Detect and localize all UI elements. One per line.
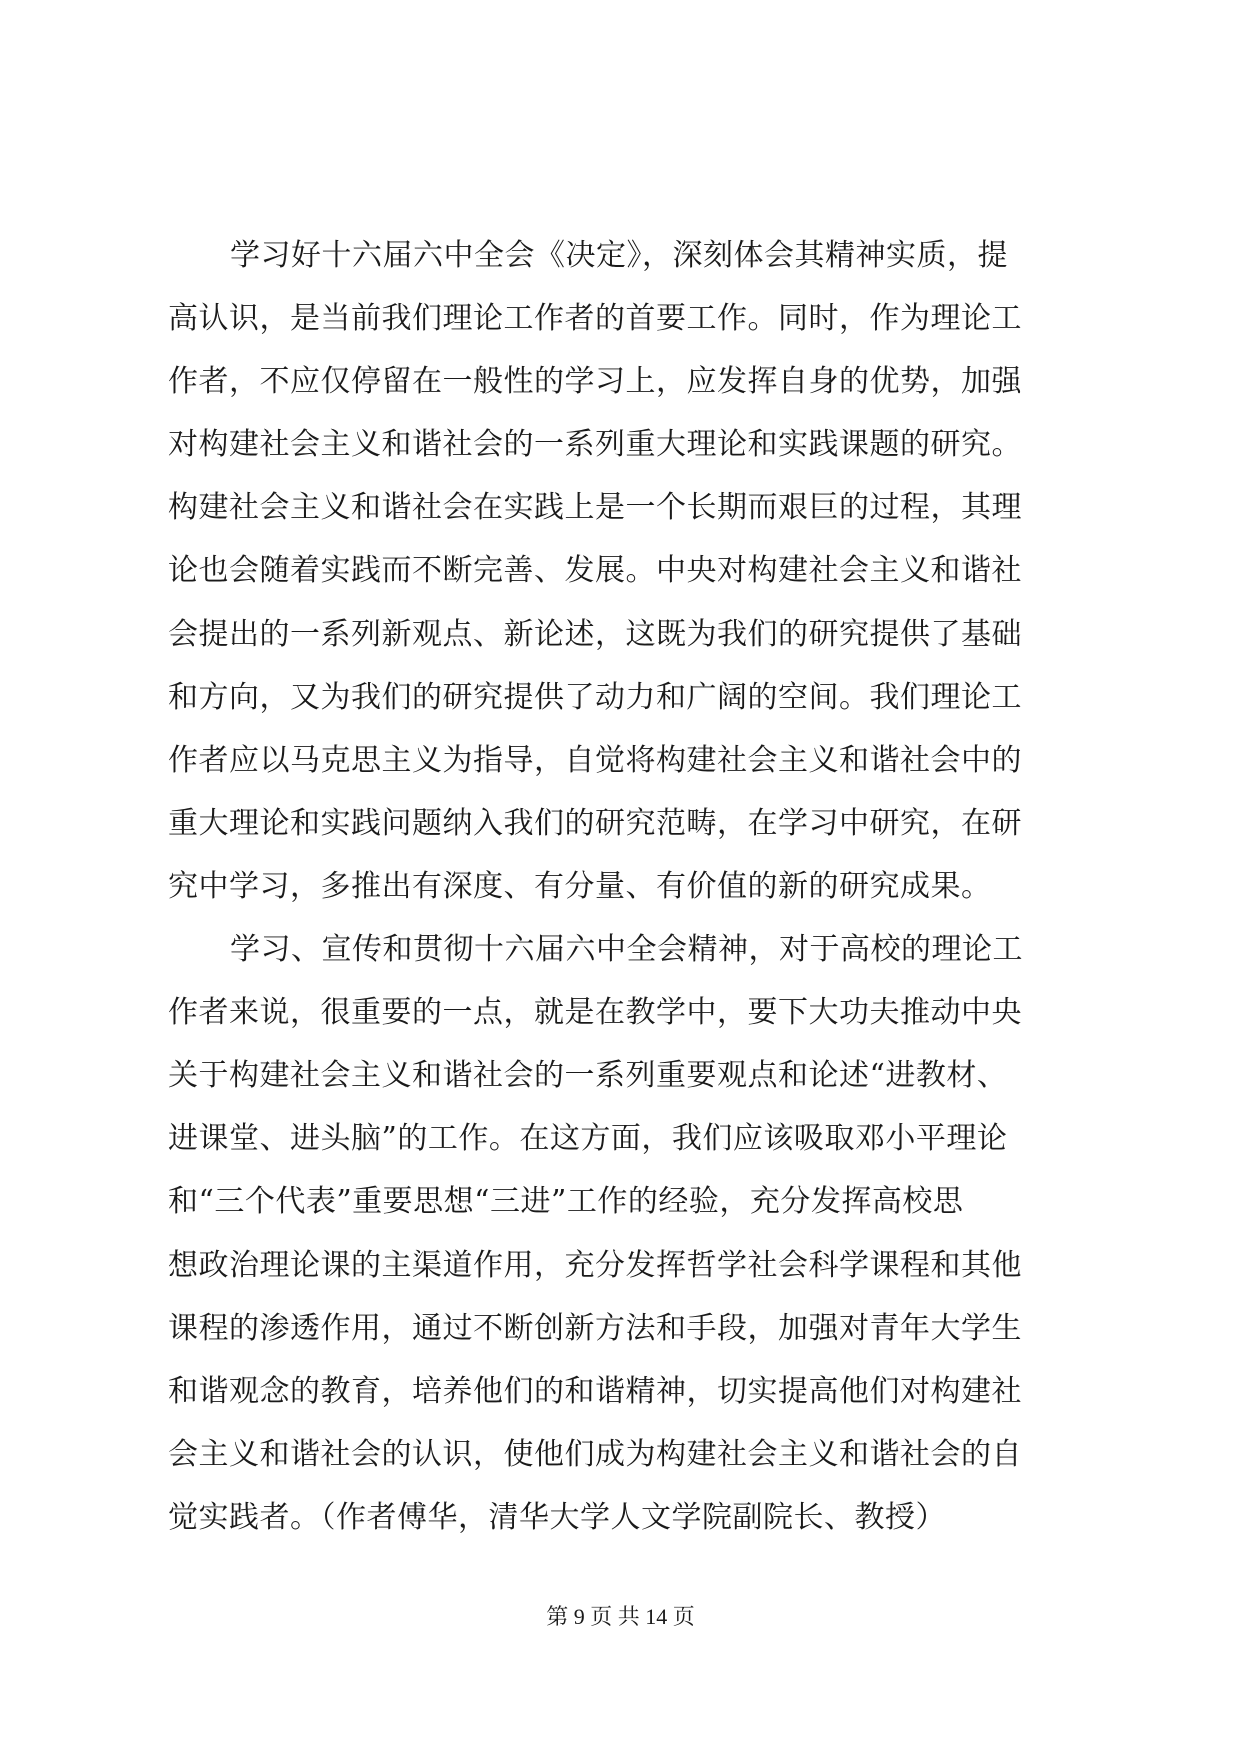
- text-line: 关于构建社会主义和谐社会的一系列重要观点和论述“进教材、: [168, 1058, 1008, 1094]
- text-line: 进课堂、进头脑”的工作。在这方面，我们应该吸取邓小平理论: [168, 1121, 1008, 1157]
- body-text: [168, 224, 1078, 1549]
- text-line: 课程的渗透作用，通过不断创新方法和手段，加强对青年大学生: [168, 1310, 1022, 1346]
- text-line: 和谐观念的教育，培养他们的和谐精神，切实提高他们对构建社: [168, 1373, 1022, 1409]
- text-line: 究中学习，多推出有深度、有分量、有价值的新的研究成果。: [168, 868, 992, 904]
- text-line: 作者，不应仅停留在一般性的学习上，应发挥自身的优势，加强: [168, 364, 1022, 400]
- text-line: 想政治理论课的主渠道作用，充分发挥哲学社会科学课程和其他: [168, 1247, 1022, 1283]
- text-line: 论也会随着实践而不断完善、发展。中央对构建社会主义和谐社: [168, 553, 1022, 589]
- paragraph-1: [168, 224, 1078, 918]
- text-line: 学习、宣传和贯彻十六届六中全会精神，对于高校的理论工: [230, 932, 1023, 968]
- text-line: 作者来说，很重要的一点，就是在教学中，要下大功夫推动中央: [168, 995, 1022, 1031]
- text-line: 学习好十六届六中全会《决定》，深刻体会其精神实质，提: [230, 238, 1008, 273]
- text-line: 觉实践者。（作者傅华，清华大学人文学院副院长、教授）: [168, 1499, 946, 1535]
- text-line: 和方向，又为我们的研究提供了动力和广阔的空间。我们理论工: [168, 679, 1022, 715]
- text-line: 重大理论和实践问题纳入我们的研究范畴，在学习中研究，在研: [168, 805, 1022, 841]
- text-line: 会提出的一系列新观点、新论述，这既为我们的研究提供了基础: [168, 616, 1022, 652]
- text-line: 高认识，是当前我们理论工作者的首要工作。同时，作为理论工: [168, 301, 1022, 337]
- text-line: 和“三个代表”重要思想“三进”工作的经验，充分发挥高校思: [168, 1184, 964, 1220]
- paragraph-2: [168, 918, 1078, 1549]
- text-line: 作者应以马克思主义为指导，自觉将构建社会主义和谐社会中的: [168, 742, 1022, 778]
- page-number-label: 第 9 页 共 14 页: [546, 1604, 695, 1629]
- text-line: 构建社会主义和谐社会在实践上是一个长期而艰巨的过程，其理: [168, 490, 1022, 526]
- text-line: 对构建社会主义和谐社会的一系列重大理论和实践课题的研究。: [168, 427, 1022, 463]
- text-line: 会主义和谐社会的认识，使他们成为构建社会主义和谐社会的自: [168, 1436, 1022, 1472]
- page-footer: [0, 1600, 1241, 1631]
